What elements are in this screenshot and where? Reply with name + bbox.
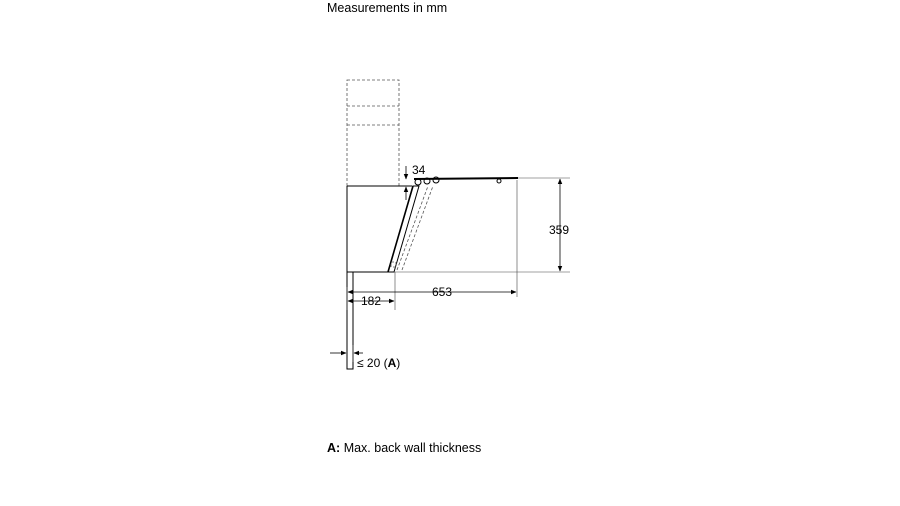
extension-lines: [347, 178, 570, 362]
top-offset-label: 34: [412, 163, 426, 177]
chimney-cover-outline: [347, 80, 399, 186]
legend-note: [327, 442, 481, 455]
height-label: 359: [549, 223, 570, 237]
wall-offset-dimension: [348, 294, 394, 308]
back-wall: [347, 272, 353, 369]
legend-key: A:: [327, 441, 341, 455]
wall-offset-label: 182: [361, 294, 382, 308]
units-heading: Measurements in mm: [327, 1, 448, 15]
hood-body: [347, 186, 419, 272]
hood-top-panel: [414, 177, 518, 185]
height-dimension: [549, 179, 569, 271]
depth-label: 653: [432, 285, 453, 299]
legend-text: Max. back wall thickness: [343, 441, 482, 455]
wall-thickness-label: ≤ 20 (A): [357, 356, 401, 370]
wall-thickness-dimension: [330, 353, 400, 370]
